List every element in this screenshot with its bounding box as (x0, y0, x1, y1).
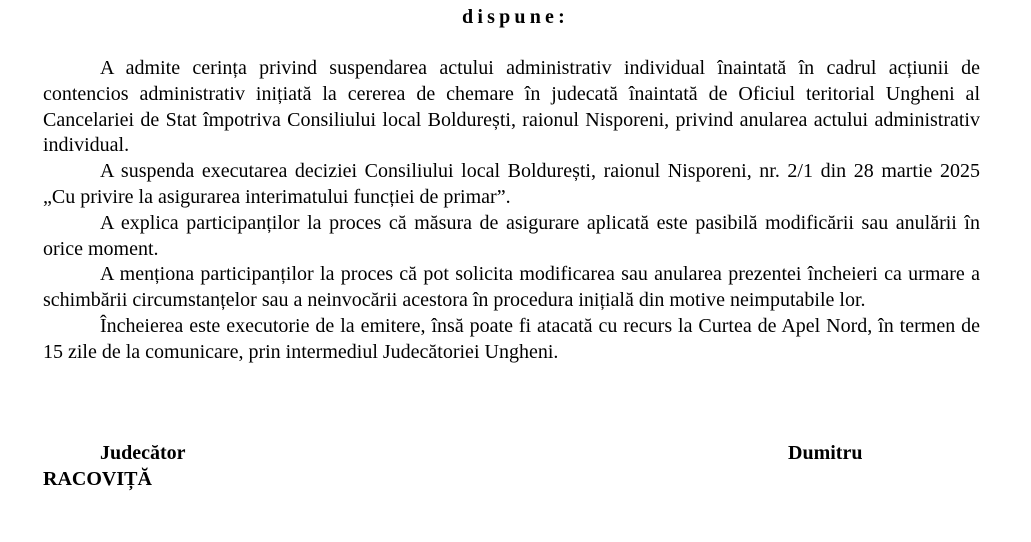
signature-role: Judecător (100, 442, 186, 464)
section-heading: dispune: (462, 6, 569, 28)
paragraph-admit-request: A admite cerința privind suspendarea actului administrativ individual înaintată în cadrul acțiunii de contencios administrativ inițiată la cererea de chemare în judecată înaintată de Oficiul teritorial Ungheni al Cancelariei de Stat împotriva Consiliului local Boldurești, raionul Nisporeni, privind anularea actului administrativ individual. (43, 57, 980, 157)
paragraph-explain-measure: A explica participanților la proces că măsura de asigurare aplicată este pasibilă modificării sau anulării în orice moment. (43, 211, 980, 260)
signature-first-name: Dumitru (788, 442, 863, 464)
paragraph-mention-rights: A menționa participanților la proces că pot solicita modificarea sau anularea prezentei încheieri ca urmare a schimbării circumstanțelor sau a neinvocării acestora în procedura inițială din motive neimputabile lor. (43, 263, 980, 312)
paragraph-appeal-terms: Încheierea este executorie de la emitere, însă poate fi atacată cu recurs la Curtea de Apel Nord, în termen de 15 zile de la comunicare, prin intermediul Judecătoriei Ungheni. (43, 314, 980, 363)
document-body (43, 56, 980, 366)
signature-last-name: RACOVIȚĂ (43, 468, 152, 490)
paragraph-suspend-execution: A suspenda executarea deciziei Consiliului local Boldurești, raionul Nisporeni, nr. 2/1 din 28 martie 2025 „Cu privire la asigurarea interimatului funcției de primar”. (43, 160, 980, 208)
